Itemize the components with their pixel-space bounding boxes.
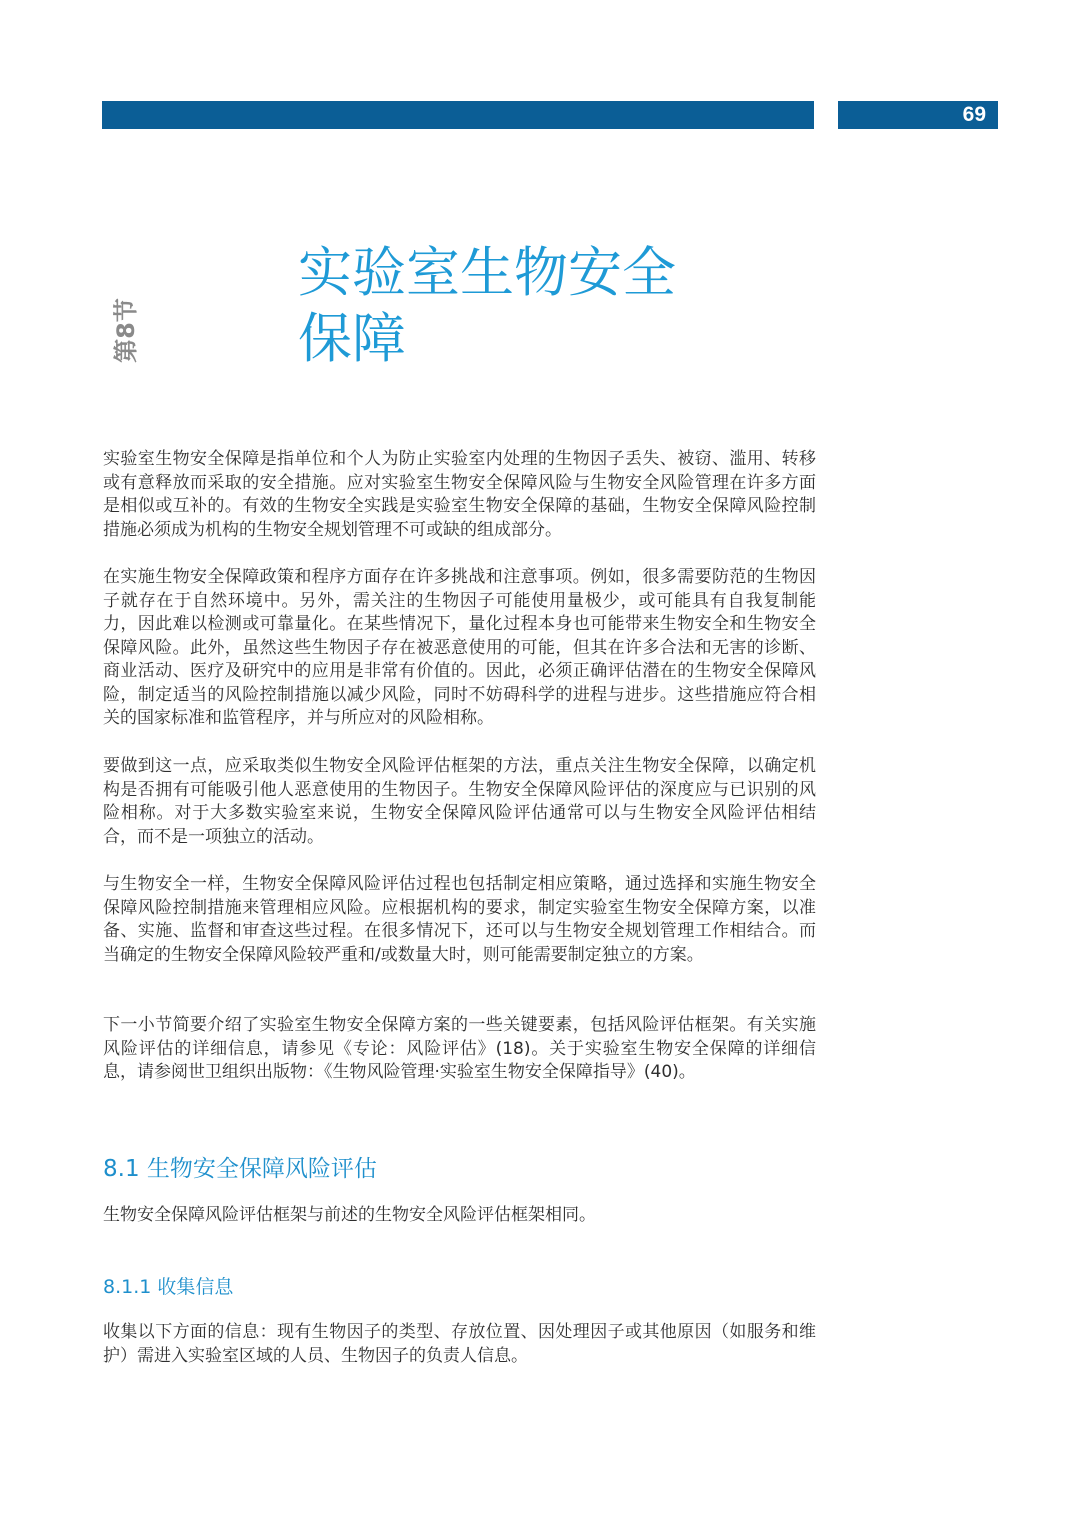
section-tab-label: 第8节 (111, 297, 140, 363)
paragraph-1: 实验室生物安全保障是指单位和个人为防止实验室内处理的生物因子丢失、被窃、滥用、转移或有意释放而采取的安全措施。应对实验室生物安全保障风险与生物安全风险管理在许多方面是相似或互补的。有效的生物安全实践是实验室生物安全保障的基础，生物安全保障风险控制措施必须成为机构的生物安全规划管理不可或缺的组成部分。 (103, 449, 816, 540)
section-8-1-1-text: 收集以下方面的信息：现有生物因子的类型、存放位置、因处理因子或其他原因（如服务和维护）需进入实验室区域的人员、生物因子的负责人信息。 (103, 1322, 816, 1366)
chapter-title-line2: 保障 (298, 307, 406, 370)
paragraph-4: 与生物安全一样，生物安全保障风险评估过程也包括制定相应策略，通过选择和实施生物安全保障风险控制措施来管理相应风险。应根据机构的要求，制定实验室生物安全保障方案，以准备、实施、监督和审查这些过程。在很多情况下，还可以与生物安全规划管理工作相结合。而当确定的生物安全保障风险较严重和/或数量大时，则可能需要制定独立的方案。 (103, 874, 816, 965)
section-heading-8-1: 8.1 生物安全保障风险评估 (103, 1156, 377, 1182)
chapter-title-line1: 实验室生物安全 (298, 241, 676, 304)
section-tab (106, 296, 140, 364)
section-heading-8-1-1: 8.1.1 收集信息 (103, 1276, 234, 1298)
section-8-1-text: 生物安全保障风险评估框架与前述的生物安全风险评估框架相同。 (103, 1205, 596, 1225)
page-number: 69 (838, 101, 998, 129)
paragraph-5: 下一小节简要介绍了实验室生物安全保障方案的一些关键要素，包括风险评估框架。有关实施风险评估的详细信息，请参见《专论：风险评估》(18)。关于实验室生物安全保障的详细信息，请参阅世卫组织出版物：《生物风险管理·实验室生物安全保障指导》(40)。 (103, 1015, 816, 1082)
chapter-title (298, 240, 718, 372)
paragraph-3: 要做到这一点，应采取类似生物安全风险评估框架的方法，重点关注生物安全保障，以确定机构是否拥有可能吸引他人恶意使用的生物因子。生物安全保障风险评估的深度应与已识别的风险相称。对于大多数实验室来说，生物安全保障风险评估通常可以与生物安全风险评估相结合，而不是一项独立的活动。 (103, 756, 816, 847)
header-bar (102, 101, 814, 129)
paragraph-2: 在实施生物安全保障政策和程序方面存在许多挑战和注意事项。例如，很多需要防范的生物因子就存在于自然环境中。另外，需关注的生物因子可能使用量极少，或可能具有自我复制能力，因此难以检测或可靠量化。在某些情况下，量化过程本身也可能带来生物安全和生物安全保障风险。此外，虽然这些生物因子存在被恶意使用的可能，但其在许多合法和无害的诊断、商业活动、医疗及研究中的应用是非常有价值的。因此，必须正确评估潜在的生物安全保障风险，制定适当的风险控制措施以减少风险，同时不妨碍科学的进程与进步。这些措施应符合相关的国家标准和监管程序，并与所应对的风险相称。 (103, 567, 816, 728)
